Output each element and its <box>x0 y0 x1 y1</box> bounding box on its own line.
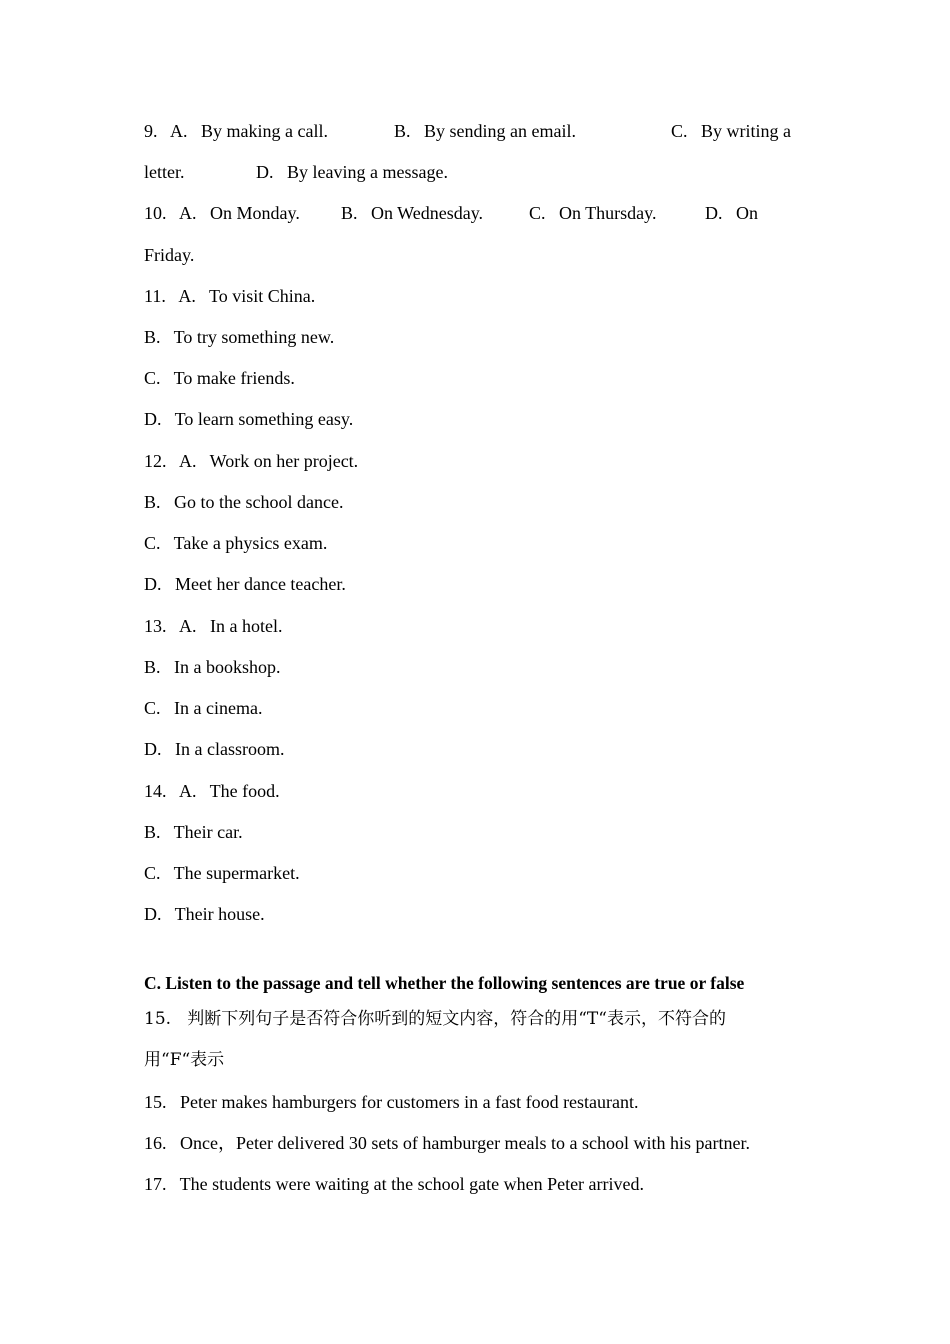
q14-option-d: D. Their house. <box>144 904 265 924</box>
statement-15: 15. Peter makes hamburgers for customers in a fast food restaurant. <box>144 1092 639 1112</box>
q13-option-b: B. In a bookshop. <box>144 657 281 677</box>
section-c-instruction-line-1: 15. 判断下列句子是否符合你听到的短文内容，符合的用“T“表示，不符合的 <box>144 1009 726 1029</box>
q12-option-a: 12. A. Work on her project. <box>144 451 359 471</box>
q11-option-b: B. To try something new. <box>144 327 335 347</box>
q14-option-a: 14. A. The food. <box>144 781 280 801</box>
q10-option-b: B. On Wednesday. <box>341 203 484 223</box>
q9-option-c-cont: letter. <box>144 162 185 182</box>
q9-option-d: D. By leaving a message. <box>256 162 448 182</box>
q11-option-d: D. To learn something easy. <box>144 409 354 429</box>
statement-17: 17. The students were waiting at the school gate when Peter arrived. <box>144 1174 645 1194</box>
q13-option-d: D. In a classroom. <box>144 739 285 759</box>
q14-option-c: C. The supermarket. <box>144 863 300 883</box>
q9-option-c: C. By writing a <box>671 121 791 141</box>
q14-option-b: B. Their car. <box>144 822 243 842</box>
section-c-instruction-line-2: 用“F“表示 <box>144 1050 225 1070</box>
q10-option-a: 10. A. On Monday. <box>144 203 300 223</box>
q9-option-b: B. By sending an email. <box>394 121 576 141</box>
q11-option-a: 11. A. To visit China. <box>144 286 316 306</box>
q12-option-c: C. Take a physics exam. <box>144 533 328 553</box>
statement-16: 16. Once，Peter delivered 30 sets of hamburger meals to a school with his partner. <box>144 1133 751 1153</box>
q12-option-d: D. Meet her dance teacher. <box>144 574 346 594</box>
q10-option-c: C. On Thursday. <box>529 203 657 223</box>
q12-option-b: B. Go to the school dance. <box>144 492 344 512</box>
q10-option-d-cont: Friday. <box>144 245 195 265</box>
q10-option-d: D. On <box>705 203 758 223</box>
q11-option-c: C. To make friends. <box>144 368 295 388</box>
q13-option-a: 13. A. In a hotel. <box>144 616 283 636</box>
section-c-heading: C. Listen to the passage and tell whether the following sentences are true or false <box>144 973 745 993</box>
q9-option-a: 9. A. By making a call. <box>144 121 328 141</box>
q13-option-c: C. In a cinema. <box>144 698 263 718</box>
